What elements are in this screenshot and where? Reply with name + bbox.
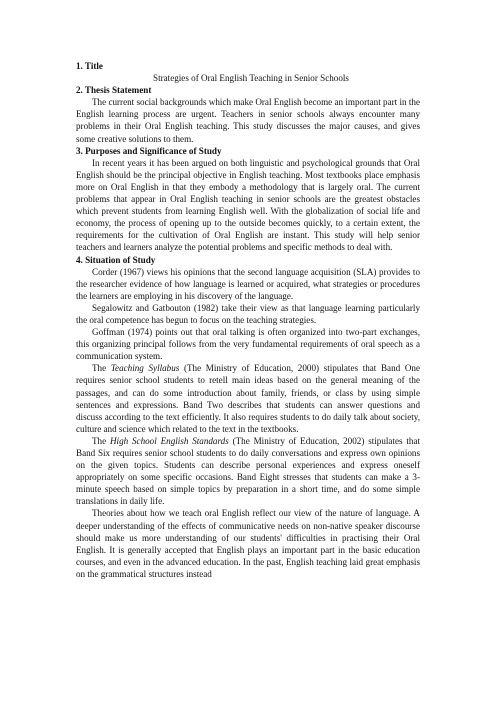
standards-body: (The Ministry of Education, 2002) stipulates that Band Six requires senior school students to do daily conversations and express own opinions on the given topics. Students can describe personal experiences and express oneself appropriately on some specific occasions. Band Eight stresses that students can make a 3-minute speech based on simple topics by preparation in a short time, and do some simple translations in daily life.: [76, 435, 421, 507]
document-page: [76, 60, 420, 580]
situation-paragraph-goffman: Goffman (1974) points out that oral talking is often organized into two-part exchanges, this organizing principal follows from the very fundamental requirements of oral speech as a communication system.: [76, 327, 420, 362]
syllabus-title: Teaching Syllabus: [110, 363, 180, 374]
purposes-paragraph: In recent years it has been argued on both linguistic and psychological grounds that Oral English should be the principal objective in English teaching. Most textbooks place emphasis more on Oral English in that they embody a methodology that is largely oral. The current problems that appear in Oral English teaching in senior schools are the greatest obstacles which prevent students from learning English well. With the globalization of social life and economy, the process of opening up to the outside becomes quickly, to a certain extent, the requirements for the cultivation of Oral English are instant. This study will help senior teachers and learners analyze the potential problems and specific methods to deal with.: [76, 157, 420, 253]
situation-paragraph-standards: [76, 435, 420, 508]
thesis-paragraph: The current social backgrounds which make Oral English become an important part in the English learning process are urgent. Teachers in senior schools always encounter many problems in their Oral English teaching. This study discusses the major causes, and gives some creative solutions to them.: [76, 97, 420, 144]
syllabus-lead: The: [92, 363, 111, 374]
section-heading-situation: 4. Situation of Study: [76, 254, 156, 265]
standards-lead: The: [92, 435, 110, 446]
section-heading-title: 1. Title: [76, 61, 103, 71]
situation-paragraph-theories: Theories about how we teach oral English reflect our view of the nature of language. A deeper understanding of the effects of communicative needs on non-native speaker discourse should make us more understanding of our students' difficulties in practising their Oral English. It is generally accepted that English plays an important part in the basic education courses, and even in the advanced education. In the past, English teaching laid great emphasis on the grammatical structures instead: [76, 508, 420, 579]
section-heading-purposes: 3. Purposes and Significance of Study: [76, 145, 222, 156]
paper-title: Strategies of Oral English Teaching in Senior Schools: [153, 73, 349, 84]
situation-paragraph-syllabus: [76, 362, 420, 435]
syllabus-body: (The Ministry of Education, 2000) stipulates that Band One requires senior school students to retell main ideas based on the general meaning of the passages, and can do some introduction about family, friends, or class by using simple sentences and expressions. Band Two describes that students can answer questions and discuss according to the text efficiently. It also requires students to do daily talk about society, culture and science which related to the text in the textbooks.: [76, 363, 420, 434]
standards-title: High School English Standards: [109, 435, 229, 446]
situation-paragraph-segalowitz: Segalowitz and Gatbouton (1982) take their view as that language learning particularly the oral competence has begun to focus on the teaching strategies.: [76, 302, 420, 325]
section-heading-thesis: 2. Thesis Statement: [76, 85, 152, 96]
situation-paragraph-corder: Corder (1967) views his opinions that the second language acquisition (SLA) provides to the researcher evidence of how language is learned or acquired, what strategies or procedures the learners are employing in his discovery of the language.: [76, 266, 420, 301]
